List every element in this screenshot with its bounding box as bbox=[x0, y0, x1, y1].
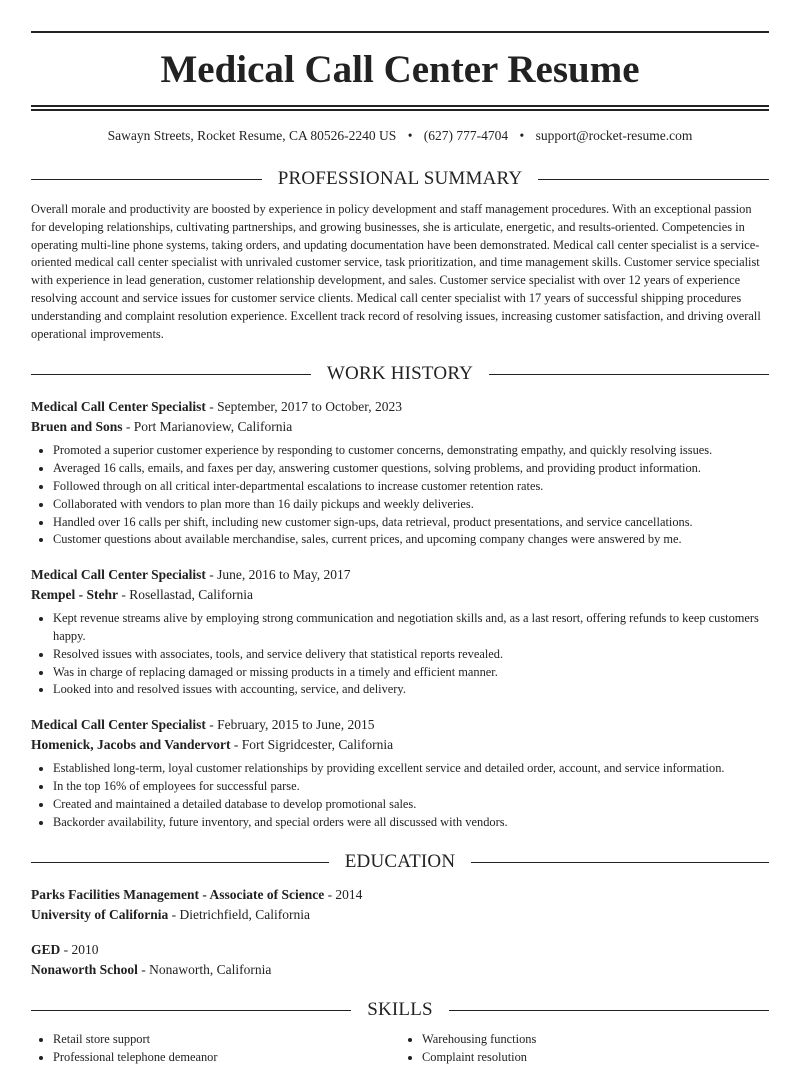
resume-page bbox=[31, 0, 769, 1067]
contact-line bbox=[31, 128, 769, 148]
job-company-line bbox=[31, 735, 769, 755]
job-company: Bruen and Sons bbox=[31, 418, 123, 434]
summary-text: Overall morale and productivity are boosted by experience in policy development and staff management procedures. With an exceptional passion for developing relationships, cultivating partnerships, and growing businesses, she is articulate, energetic, and results-oriented. Competencies in operating multi-line phone systems, taking orders, and updating documentation have been demonstrated. Medical call center specialist is a service-oriented medical call center specialist with unrivaled customer service, task prioritization, and time management skills. Customer service specialist with experience in lead generation, customer relationship development, and sales. Customer service specialist with over 12 years of experience resolving account and service issues for customer service clients. Medical call center specialist with 17 years of successful shipping procedures understanding and complaint resolution experience. Excellent track record of resolving issues, increasing customer satisfaction, and driving overall operational improvements. bbox=[31, 202, 761, 341]
job-company: Homenick, Jacobs and Vandervort bbox=[31, 736, 231, 752]
contact-email: support@rocket-resume.com bbox=[535, 128, 693, 143]
section-rule bbox=[538, 179, 769, 180]
section-header-education bbox=[31, 849, 769, 875]
job-bullet: • Handled over 16 calls per shift, including new customer sign-ups, data retrieval, product presentations, and service cancellations. bbox=[53, 514, 769, 532]
education-school: University of California bbox=[31, 906, 169, 922]
job-title: Medical Call Center Specialist bbox=[31, 399, 206, 415]
job-company-line bbox=[31, 585, 769, 605]
section-title: SKILLS bbox=[367, 999, 433, 1021]
job-dates: - February, 2015 to June, 2015 bbox=[205, 717, 375, 733]
skill-item: • Complaint resolution bbox=[422, 1049, 769, 1067]
job-bullet: • Promoted a superior customer experience by responding to customer concerns, demonstrating empathy, and quickly resolving issues. bbox=[53, 442, 769, 460]
education-entry bbox=[31, 885, 769, 924]
job-company-line bbox=[31, 417, 769, 437]
education-degree: GED bbox=[31, 942, 61, 958]
section-rule bbox=[489, 374, 769, 375]
job-title: Medical Call Center Specialist bbox=[31, 567, 206, 583]
skills-list bbox=[31, 1031, 769, 1067]
education-degree-line bbox=[31, 940, 769, 960]
job-bullet: • Collaborated with vendors to plan more than 16 daily pickups and weekly deliveries. bbox=[53, 496, 769, 514]
job-bullet: • Created and maintained a detailed database to develop promotional sales. bbox=[53, 796, 769, 814]
section-rule bbox=[471, 862, 769, 863]
top-rule bbox=[31, 31, 769, 33]
job-bullet: • Established long-term, loyal customer relationships by providing excellent service and detailed order, account, and service information. bbox=[53, 760, 769, 778]
skill-item: • Warehousing functions bbox=[422, 1031, 769, 1049]
education-year: - 2014 bbox=[324, 887, 363, 903]
section-title: EDUCATION bbox=[344, 851, 456, 873]
job-bullet: • Was in charge of replacing damaged or missing products in a timely and efficient manner. bbox=[53, 664, 769, 682]
job-dates: - September, 2017 to October, 2023 bbox=[205, 399, 402, 415]
job-title-line bbox=[31, 715, 769, 735]
job-bullet: • Resolved issues with associates, tools, and service delivery that statistical reports revealed. bbox=[53, 646, 769, 664]
job-title-line bbox=[31, 397, 769, 417]
job-bullet: • Kept revenue streams alive by employing strong communication and negotiation skills and, as a last resort, offering refunds to keep customers happy. bbox=[53, 610, 769, 646]
contact-separator: • bbox=[407, 128, 413, 143]
section-rule bbox=[449, 1010, 769, 1011]
job-bullet: • In the top 16% of employees for successful parse. bbox=[53, 778, 769, 796]
job-bullets bbox=[31, 760, 769, 831]
skill-item: • Retail store support bbox=[53, 1031, 400, 1049]
title-double-rule bbox=[31, 105, 769, 111]
page-title: Medical Call Center Resume bbox=[160, 48, 640, 91]
section-title: PROFESSIONAL SUMMARY bbox=[277, 168, 523, 189]
skills-column-left bbox=[31, 1031, 400, 1067]
job-bullet: • Backorder availability, future inventory, and special orders were all discussed with vendors. bbox=[53, 814, 769, 832]
education-location: - Nonaworth, California bbox=[137, 961, 272, 977]
job-location: - Fort Sigridcester, California bbox=[230, 736, 394, 752]
section-rule bbox=[31, 1010, 351, 1011]
section-rule bbox=[31, 862, 329, 863]
section-header-work bbox=[31, 361, 769, 387]
education-degree: Parks Facilities Management - Associate of Science bbox=[31, 887, 325, 903]
education-school: Nonaworth School bbox=[31, 961, 138, 977]
job-company: Rempel - Stehr bbox=[31, 586, 118, 602]
contact-separator: • bbox=[519, 128, 525, 143]
contact-phone: (627) 777-4704 bbox=[423, 128, 509, 143]
section-header-summary bbox=[31, 166, 769, 192]
job-entry bbox=[31, 565, 769, 699]
job-location: - Rosellastad, California bbox=[117, 586, 253, 602]
job-bullets bbox=[31, 442, 769, 549]
job-entry bbox=[31, 715, 769, 831]
job-bullet: • Customer questions about available merchandise, sales, current prices, and upcoming company changes were answered by me. bbox=[53, 531, 769, 549]
skill-item: • Professional telephone demeanor bbox=[53, 1049, 400, 1067]
education-degree-line bbox=[31, 885, 769, 905]
job-entry bbox=[31, 397, 769, 549]
section-title: WORK HISTORY bbox=[326, 363, 474, 385]
job-title-line bbox=[31, 565, 769, 585]
contact-address: Sawayn Streets, Rocket Resume, CA 80526-2240 US bbox=[107, 128, 397, 143]
job-bullets bbox=[31, 610, 769, 699]
section-rule bbox=[31, 374, 311, 375]
job-bullet: • Followed through on all critical inter-departmental escalations to increase customer retention rates. bbox=[53, 478, 769, 496]
job-title: Medical Call Center Specialist bbox=[31, 717, 206, 733]
skills-column-right bbox=[400, 1031, 769, 1067]
job-bullet: • Looked into and resolved issues with accounting, service, and delivery. bbox=[53, 681, 769, 699]
job-location: - Port Marianoview, California bbox=[122, 418, 293, 434]
education-entry bbox=[31, 940, 769, 979]
job-dates: - June, 2016 to May, 2017 bbox=[205, 567, 351, 583]
education-school-line bbox=[31, 905, 769, 925]
education-location: - Dietrichfield, California bbox=[168, 906, 310, 922]
section-rule bbox=[31, 179, 262, 180]
job-bullet: • Averaged 16 calls, emails, and faxes per day, answering customer questions, solving problems, and providing product information. bbox=[53, 460, 769, 478]
section-header-skills bbox=[31, 997, 769, 1023]
education-school-line bbox=[31, 960, 769, 980]
education-year: - 2010 bbox=[60, 942, 99, 958]
